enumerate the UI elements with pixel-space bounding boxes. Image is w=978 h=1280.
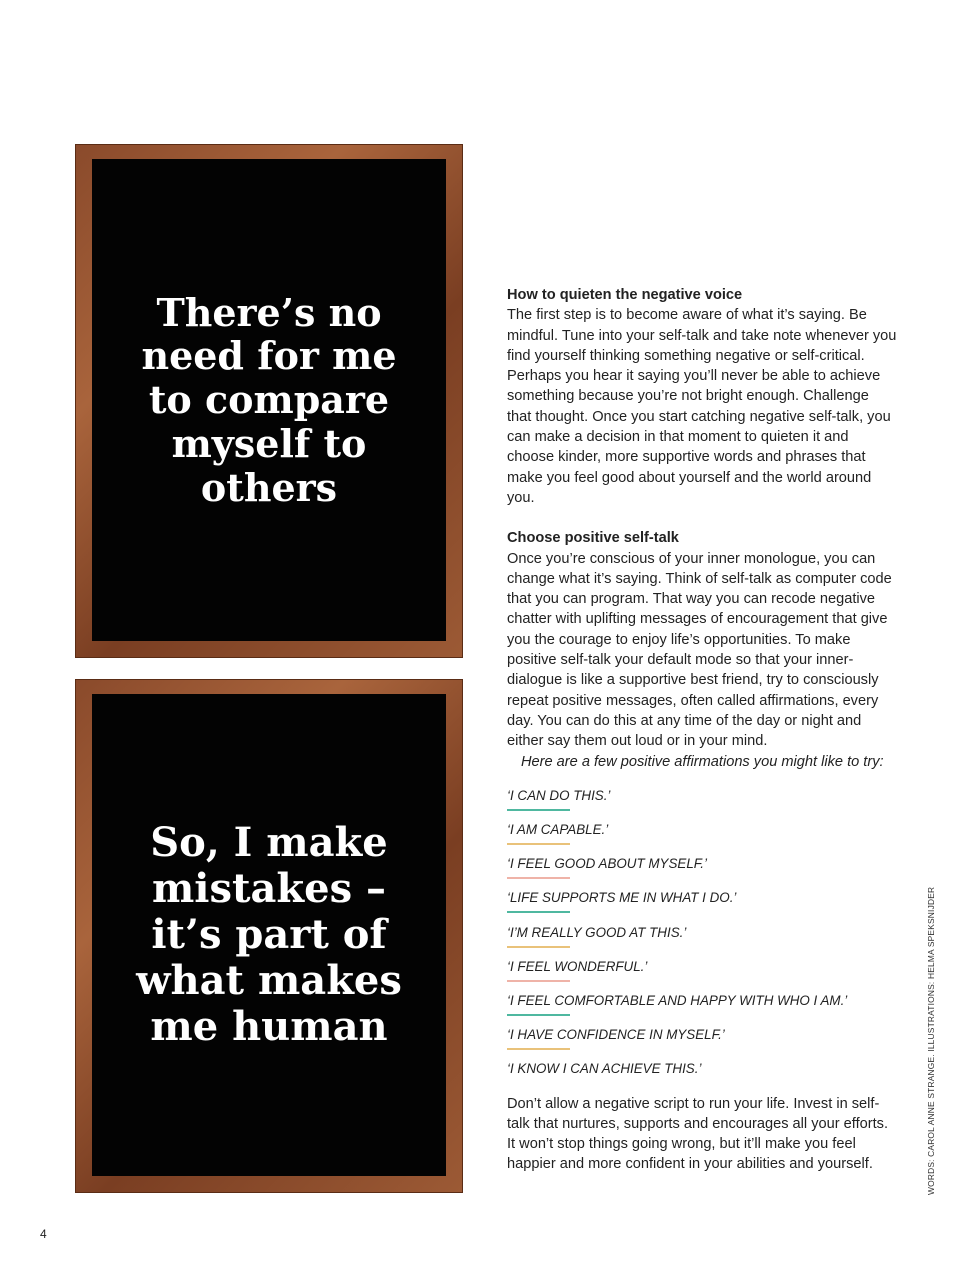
affirmation-item <box>507 1059 897 1093</box>
affirmation-item <box>507 786 897 820</box>
affirmation-item <box>507 957 897 991</box>
affirmation-item <box>507 820 897 854</box>
section-body: The first step is to become aware of what it’s saying. Be mindful. Tune into your self-talk and take note whenever you find yourself thinking something negative or self-critical. Perhaps you hear it saying you’ll never be able to achieve something because you’re not bright enough. Challenge that thought. Once you start catching negative self-talk, you can make a decision in that moment to quieten it and choose kinder, more supportive words and phrases that make you feel good about yourself and the world around you. <box>507 307 897 506</box>
affirmation-item <box>507 1025 897 1059</box>
affirmation-text: ‘I KNOW I CAN ACHIEVE THIS.’ <box>507 1061 702 1077</box>
page-number: 4 <box>40 1227 47 1241</box>
affirmation-divider <box>507 1048 570 1050</box>
affirmation-text: ‘I’M REALLY GOOD AT THIS.’ <box>507 924 687 940</box>
letterboard-mistakes <box>76 680 462 1192</box>
letterboard-compare <box>76 145 462 657</box>
article-column <box>507 285 897 1175</box>
affirmation-item <box>507 923 897 957</box>
affirmation-item <box>507 888 897 922</box>
affirmation-text: ‘I FEEL GOOD ABOUT MYSELF.’ <box>507 856 707 872</box>
affirmation-text: ‘I FEEL COMFORTABLE AND HAPPY WITH WHO I AM.’ <box>507 992 848 1008</box>
section-heading: Choose positive self-talk <box>507 530 679 547</box>
affirmations-list <box>507 786 897 1094</box>
affirmation-divider <box>507 1014 570 1016</box>
affirmation-divider <box>507 809 570 811</box>
letterboard-surface <box>92 159 446 641</box>
affirmation-item <box>507 991 897 1025</box>
affirmation-text: ‘I HAVE CONFIDENCE IN MYSELF.’ <box>507 1027 725 1043</box>
affirmation-divider <box>507 946 570 948</box>
letterboard-quote: So, I make mistakes – it’s part of what makes me human <box>136 819 402 1050</box>
letterboard-surface <box>92 694 446 1176</box>
credit-line: WORDS: CAROL ANNE STRANGE. ILLUSTRATIONS: HELMA SPEKSNIJDER <box>926 886 936 1195</box>
affirmation-divider <box>507 877 570 879</box>
affirmation-divider <box>507 911 570 913</box>
section-heading: How to quieten the negative voice <box>507 287 743 303</box>
affirmation-divider <box>507 843 570 845</box>
affirmation-text: ‘LIFE SUPPORTS ME IN WHAT I DO.’ <box>507 890 737 906</box>
letterboard-quote: There’s no need for me to compare myself to others <box>141 289 397 510</box>
affirmation-item <box>507 854 897 888</box>
section-body: Once you’re conscious of your inner monologue, you can change what it’s saying. Think of self-talk as computer code that you can program. That way you can recode negative chatter with uplifting messages of encouragement that give you the courage to enjoy life’s opportunities. To make positive self-talk your default mode so that your inner-dialogue is like a supportive best friend, try to consciously repeat positive messages, often called affirmations, every day. You can do this at any time of the day or night and either say them out loud or in your mind. <box>507 550 892 750</box>
affirmation-text: ‘I CAN DO THIS.’ <box>507 787 611 803</box>
closing-paragraph: Don’t allow a negative script to run your life. Invest in self-talk that nurtures, supports and encourages all your efforts. It won’t stop things going wrong, but it’ll make you feel happier and more confident in your abilities and yourself. <box>507 1095 889 1173</box>
affirmation-divider <box>507 980 570 982</box>
affirmation-text: ‘I AM CAPABLE.’ <box>507 822 609 838</box>
affirmations-intro: Here are a few positive affirmations you might like to try: <box>521 753 884 770</box>
affirmation-text: ‘I FEEL WONDERFUL.’ <box>507 958 648 974</box>
